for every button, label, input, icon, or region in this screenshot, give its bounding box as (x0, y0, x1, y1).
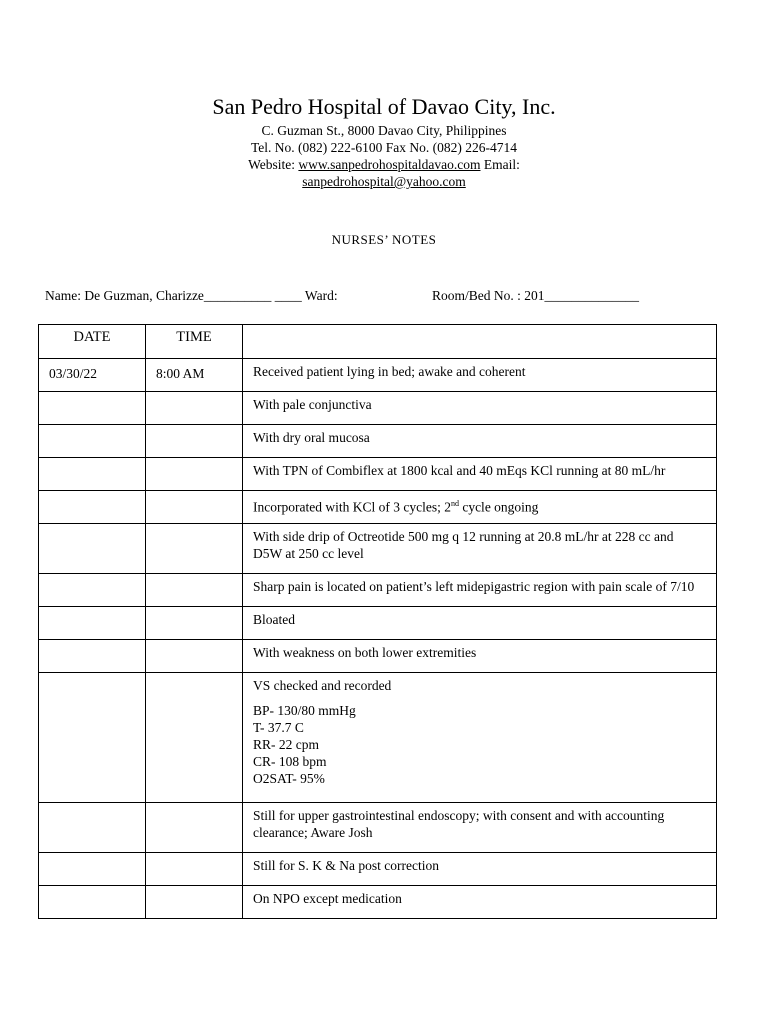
note-text: RR- 22 cpm (253, 737, 319, 752)
time-cell (146, 491, 243, 524)
nurses-notes-table (38, 324, 717, 919)
note-text: With TPN of Combiflex at 1800 kcal and 40 mEqs KCl running at 80 mL/hr (253, 463, 666, 478)
time-cell (146, 886, 243, 919)
note-text: Bloated (253, 612, 295, 627)
time-cell (146, 673, 243, 803)
date-cell (39, 673, 146, 803)
table-row (39, 524, 717, 574)
note-text: With side drip of Octreotide 500 mg q 12 running at 20.8 mL/hr at 228 cc and (253, 529, 674, 544)
date-cell (39, 524, 146, 574)
time-cell (146, 640, 243, 673)
note-cell (243, 458, 717, 491)
document-header (0, 92, 768, 190)
table-row (39, 673, 717, 803)
patient-name-ward: Name: De Guzman, Charizze__________ ____ Ward: (45, 288, 338, 303)
time-cell: 8:00 AM (146, 359, 243, 392)
note-cell (243, 574, 717, 607)
hospital-name: San Pedro Hospital of Davao City, Inc. (212, 94, 556, 119)
note-cell (243, 803, 717, 853)
table-row (39, 359, 717, 392)
note-text: With weakness on both lower extremities (253, 645, 477, 660)
note-cell (243, 425, 717, 458)
website-label: Website: (248, 157, 299, 172)
note-text: O2SAT- 95% (253, 771, 325, 786)
note-text: D5W at 250 cc level (253, 546, 364, 561)
note-text: T- 37.7 C (253, 720, 304, 735)
column-header-time: TIME (146, 325, 243, 359)
date-cell (39, 853, 146, 886)
note-cell (243, 886, 717, 919)
date-cell (39, 458, 146, 491)
note-text: On NPO except medication (253, 891, 402, 906)
table-row (39, 886, 717, 919)
table-row (39, 853, 717, 886)
email-link[interactable]: sanpedrohospital@yahoo.com (302, 174, 466, 189)
table-header-row (39, 325, 717, 359)
date-cell (39, 607, 146, 640)
note-text: BP- 130/80 mmHg (253, 703, 356, 718)
note-text: clearance; Aware Josh (253, 825, 373, 840)
table-row (39, 491, 717, 524)
table-row (39, 803, 717, 853)
date-cell: 03/30/22 (39, 359, 146, 392)
note-text: Sharp pain is located on patient’s left midepigastric region with pain scale of 7/10 (253, 579, 695, 594)
time-cell (146, 425, 243, 458)
table-row (39, 640, 717, 673)
time-cell (146, 458, 243, 491)
time-cell (146, 803, 243, 853)
website-link[interactable]: www.sanpedrohospitaldavao.com (298, 157, 481, 172)
note-cell (243, 853, 717, 886)
table-row (39, 607, 717, 640)
note-text: Still for S. K & Na post correction (253, 858, 439, 873)
date-cell (39, 392, 146, 425)
hospital-phone-fax: Tel. No. (082) 222-6100 Fax No. (082) 226-4714 (250, 140, 518, 155)
time-cell (146, 524, 243, 574)
date-cell (39, 640, 146, 673)
note-cell (243, 359, 717, 392)
form-title: NURSES’ NOTES (331, 232, 437, 247)
note-text: VS checked and recorded (253, 678, 392, 693)
note-text: Received patient lying in bed; awake and coherent (253, 364, 526, 379)
table-row (39, 392, 717, 425)
note-cell (243, 524, 717, 574)
date-cell (39, 574, 146, 607)
note-text: With dry oral mucosa (253, 430, 370, 445)
note-text: With pale conjunctiva (253, 397, 372, 412)
date-cell (39, 425, 146, 458)
email-label: Email: (480, 157, 520, 172)
time-cell (146, 607, 243, 640)
table-body (39, 359, 717, 919)
table-row (39, 574, 717, 607)
hospital-address: C. Guzman St., 8000 Davao City, Philippines (261, 123, 507, 138)
date-cell (39, 491, 146, 524)
note-text: Incorporated with KCl of 3 cycles; 2nd cycle ongoing (253, 499, 539, 515)
note-cell (243, 673, 717, 803)
note-text: Still for upper gastrointestinal endoscopy; with consent and with accounting (253, 808, 665, 823)
time-cell (146, 574, 243, 607)
table-row (39, 425, 717, 458)
date-cell (39, 886, 146, 919)
date-cell (39, 803, 146, 853)
note-text: CR- 108 bpm (253, 754, 327, 769)
time-cell (146, 853, 243, 886)
time-cell (146, 392, 243, 425)
note-cell (243, 640, 717, 673)
hospital-web-email-line (0, 156, 768, 173)
note-cell (243, 491, 717, 524)
table-row (39, 458, 717, 491)
note-cell (243, 607, 717, 640)
note-cell (243, 392, 717, 425)
patient-room-bed: Room/Bed No. : 201______________ (432, 288, 640, 303)
column-header-notes (243, 325, 717, 359)
column-header-date: DATE (39, 325, 146, 359)
